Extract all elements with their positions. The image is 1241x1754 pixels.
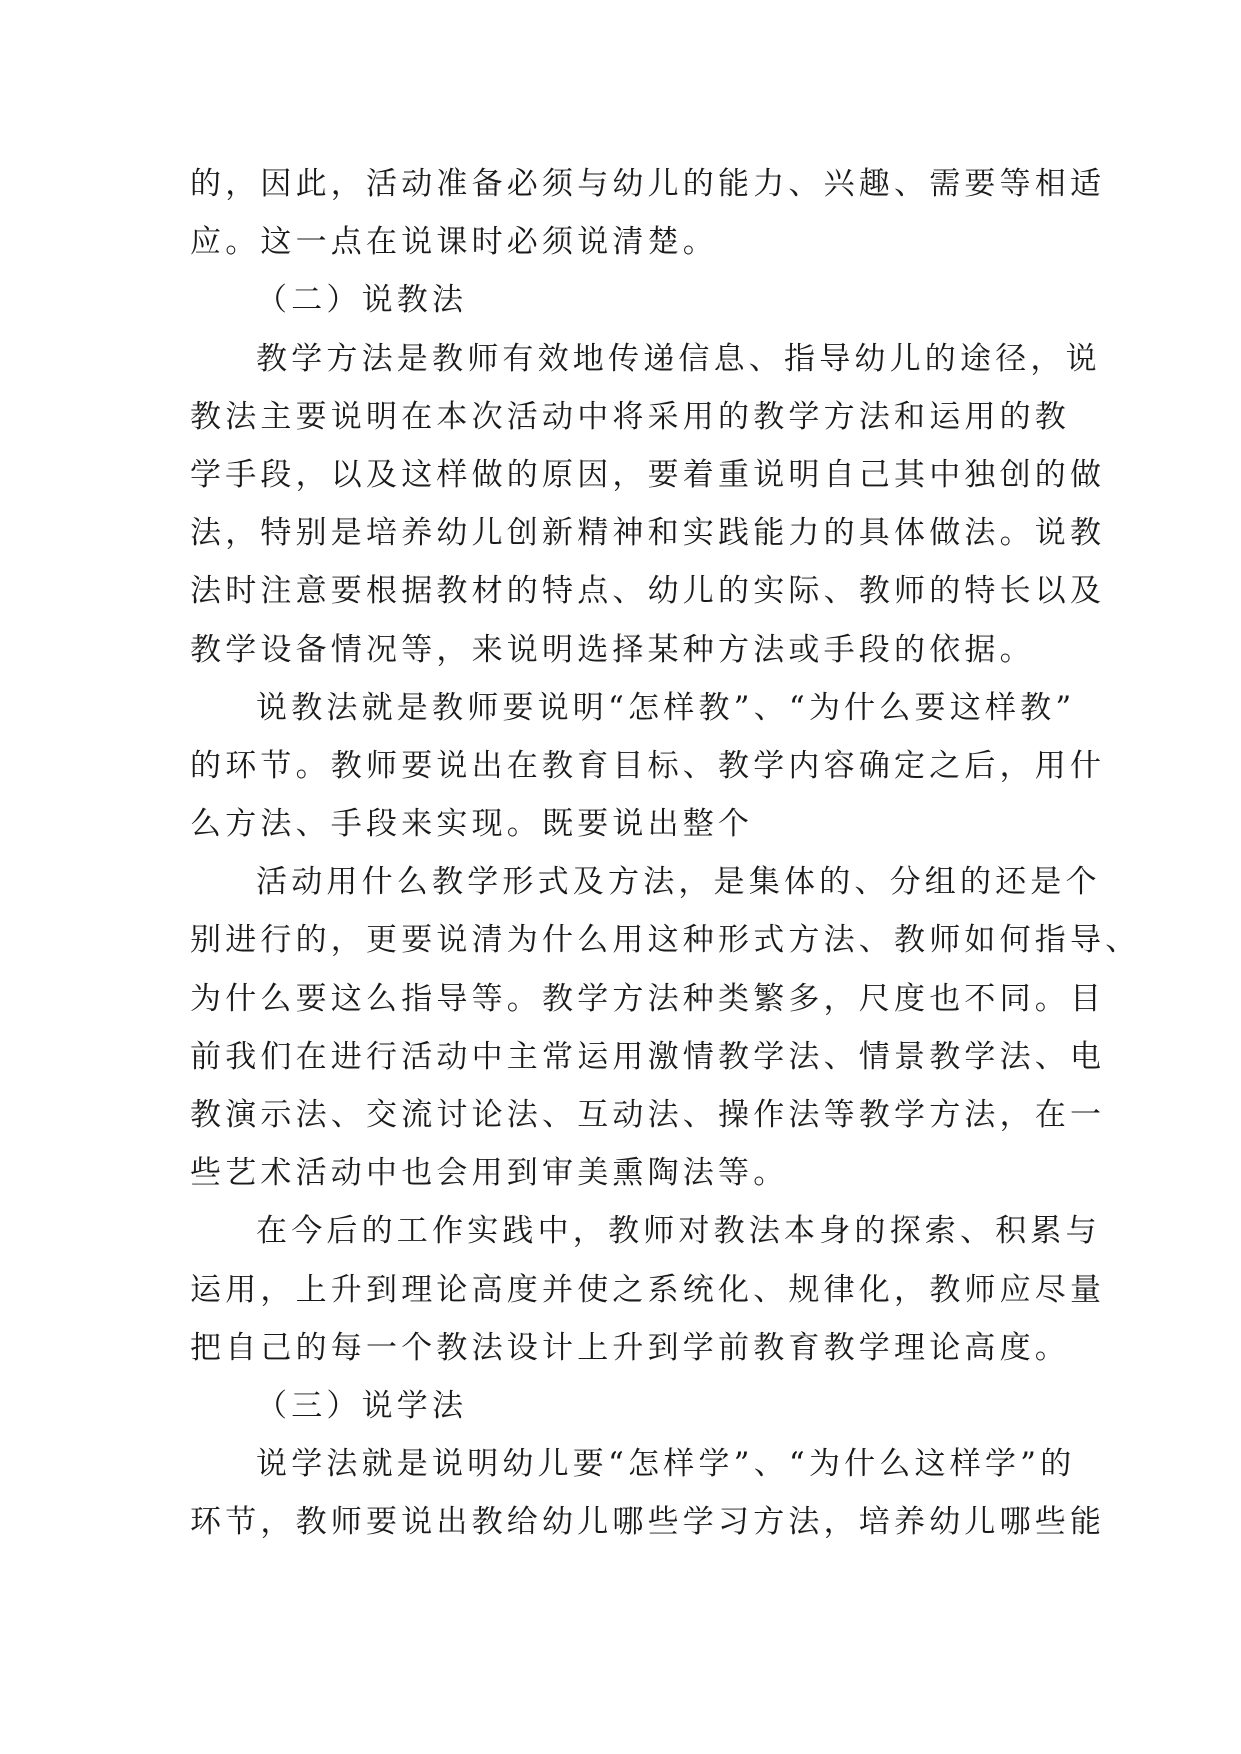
text-line: 教学设备情况等，来说明选择某种方法或手段的依据。 bbox=[190, 631, 1035, 668]
text-line: 么方法、手段来实现。既要说出整个 bbox=[190, 806, 754, 843]
text-line: 些艺术活动中也会用到审美熏陶法等。 bbox=[190, 1155, 789, 1192]
text-line: 法时注意要根据教材的特点、幼儿的实际、教师的特长以及 bbox=[190, 573, 1106, 610]
document-body bbox=[190, 155, 1141, 1552]
text-line: 学手段，以及这样做的原因，要着重说明自己其中独创的做 bbox=[190, 456, 1106, 493]
text-line: 的环节。教师要说出在教育目标、教学内容确定之后，用什 bbox=[190, 747, 1106, 784]
text-line: 别进行的，更要说清为什么用这种形式方法、教师如何指导、 bbox=[190, 922, 1141, 959]
text-line: 运用，上升到理论高度并使之系统化、规律化，教师应尽量 bbox=[190, 1271, 1106, 1308]
text-line: 的，因此，活动准备必须与幼儿的能力、兴趣、需要等相适 bbox=[190, 166, 1106, 202]
text-line: 说教法就是教师要说明“怎样教”、“为什么要这样教” bbox=[256, 689, 1076, 726]
text-line: （二）说教法 bbox=[256, 282, 468, 319]
text-line: 前我们在进行活动中主常运用激情教学法、情景教学法、电 bbox=[190, 1038, 1106, 1075]
text-line: 把自己的每一个教法设计上升到学前教育教学理论高度。 bbox=[190, 1329, 1070, 1366]
text-line: 应。这一点在说课时必须说清楚。 bbox=[190, 224, 718, 261]
text-line: 在今后的工作实践中，教师对教法本身的探索、积累与 bbox=[256, 1213, 1101, 1250]
text-line: 为什么要这么指导等。教学方法种类繁多，尺度也不同。目 bbox=[190, 980, 1106, 1017]
text-line: 教演示法、交流讨论法、互动法、操作法等教学方法，在一 bbox=[190, 1097, 1106, 1133]
text-line: 环节，教师要说出教给幼儿哪些学习方法，培养幼儿哪些能 bbox=[190, 1504, 1106, 1541]
text-line: 教法主要说明在本次活动中将采用的教学方法和运用的教 bbox=[190, 398, 1070, 435]
text-line: 活动用什么教学形式及方法，是集体的、分组的还是个 bbox=[256, 864, 1101, 901]
text-line: 说学法就是说明幼儿要“怎样学”、“为什么这样学”的 bbox=[256, 1446, 1076, 1483]
text-line: （三）说学法 bbox=[256, 1387, 468, 1424]
text-line: 法，特别是培养幼儿创新精神和实践能力的具体做法。说教 bbox=[190, 515, 1106, 552]
text-line: 教学方法是教师有效地传递信息、指导幼儿的途径，说 bbox=[256, 340, 1101, 377]
